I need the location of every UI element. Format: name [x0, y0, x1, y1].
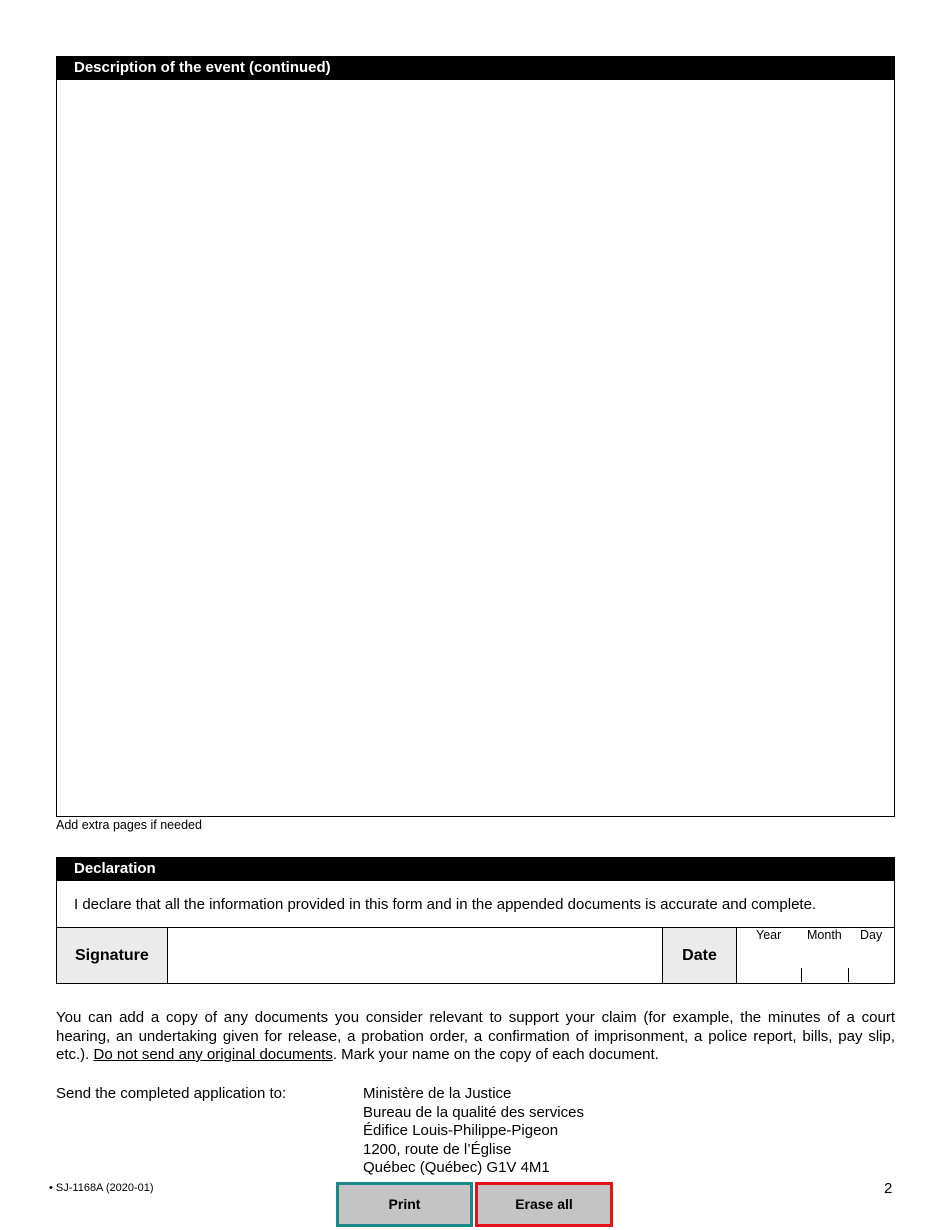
mailing-address	[363, 1085, 584, 1178]
info-text-underlined: Do not send any original documents	[93, 1046, 333, 1063]
date-divider-month-day	[848, 968, 849, 982]
erase-all-button[interactable]: Erase all	[475, 1182, 613, 1227]
month-field[interactable]	[802, 950, 847, 980]
info-text-end: . Mark your name on the copy of each document.	[332, 1046, 659, 1063]
info-text-start: You can add a copy of any documents you consider relevant to support your claim (for example, the minutes of a court hearing, an undertaking given for release, a probation order, a confirmation of imprisonment, a police report, bills, pay slip, etc.).	[56, 1009, 895, 1063]
date-label: Date	[662, 928, 737, 983]
year-label: Year	[756, 928, 782, 942]
description-text-area[interactable]	[56, 80, 895, 817]
address-line: Québec (Québec) G1V 4M1	[363, 1159, 550, 1177]
address-line: Édifice Louis-Philippe-Pigeon	[363, 1122, 559, 1140]
supporting-documents-info	[56, 1009, 895, 1065]
day-label: Day	[860, 928, 883, 942]
month-label: Month	[807, 928, 842, 942]
declaration-section-title: Declaration	[56, 857, 895, 881]
signature-label: Signature	[57, 928, 168, 983]
address-line: Bureau de la qualité des services	[363, 1103, 584, 1121]
year-field[interactable]	[740, 950, 800, 980]
date-divider-year-month	[801, 968, 802, 982]
form-code: • SJ-1168A (2020-01)	[49, 1182, 154, 1194]
declaration-statement: I declare that all the information provided in this form and in the appended documents is accurate and complete.	[74, 896, 817, 913]
address-line: 1200, route de l’Église	[363, 1140, 512, 1158]
address-line: Ministère de la Justice	[363, 1085, 512, 1102]
print-button[interactable]: Print	[336, 1182, 473, 1227]
signature-field[interactable]	[169, 929, 661, 982]
description-section-title: Description of the event (continued)	[56, 56, 895, 80]
page-number: 2	[884, 1180, 893, 1197]
send-to-label: Send the completed application to:	[56, 1085, 287, 1102]
day-field[interactable]	[849, 950, 893, 980]
extra-pages-note: Add extra pages if needed	[56, 818, 202, 832]
